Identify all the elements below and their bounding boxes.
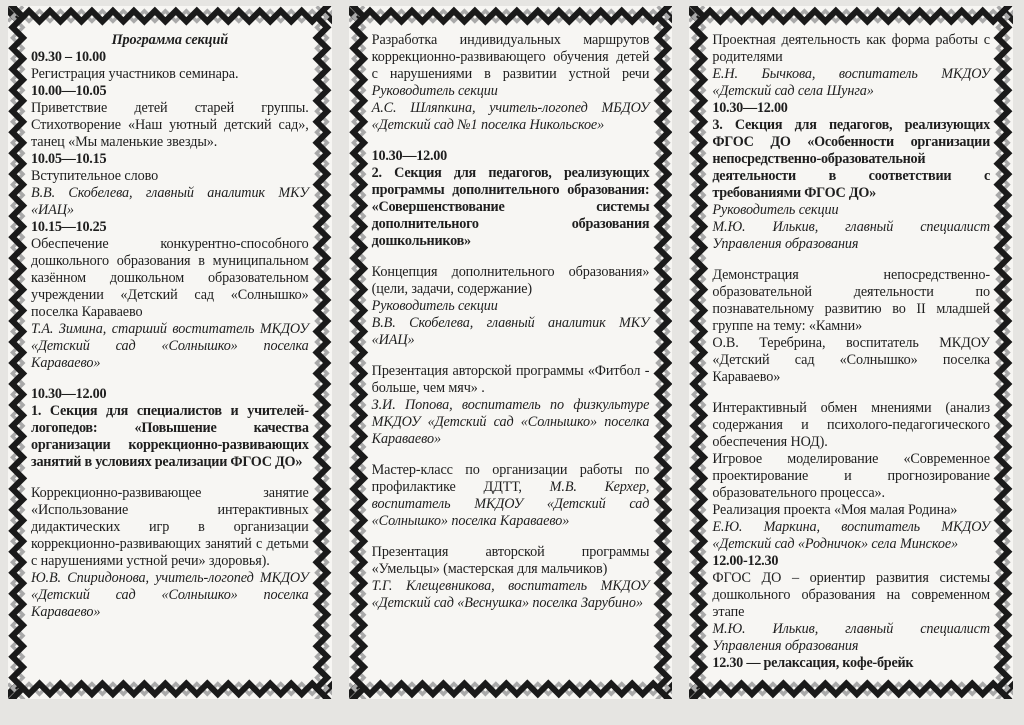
program-item bbox=[31, 485, 309, 570]
text-run: Руководитель секции bbox=[371, 83, 498, 99]
text-run: Вступительное слово bbox=[31, 168, 159, 184]
text-run: Проектная деятельность как форма работы с родителями bbox=[712, 32, 991, 65]
program-panel-1 bbox=[8, 6, 332, 699]
presenter-credit bbox=[372, 298, 650, 315]
program-column-2 bbox=[372, 32, 650, 612]
text-run: 3. Секция для педагогов, реализующих ФГОС ДО «Особенности организации непосредственно-образовательной деятельности в соответствии с требованиями ФГОС ДО» bbox=[712, 117, 991, 201]
program-item bbox=[372, 363, 650, 397]
time-slot bbox=[372, 165, 650, 250]
program-item bbox=[31, 168, 309, 185]
text-run: 09.30 – 10.00 bbox=[31, 49, 106, 65]
program-panel-2 bbox=[349, 6, 673, 699]
presenter-credit bbox=[712, 519, 990, 553]
time-slot bbox=[712, 100, 990, 117]
program-item bbox=[372, 462, 650, 530]
text-run: Интерактивный обмен мнениями (анализ содержания и психолого-педагогического обеспечения НОД). bbox=[712, 400, 991, 450]
text-run: Игровое моделирование «Современное проектирование и прогнозирование образовательного процесса». bbox=[712, 451, 991, 501]
text-run: Ю.В. Спиридонова, учитель-логопед МКДОУ «Детский сад «Солнышко» поселка Караваево» bbox=[31, 570, 309, 620]
program-item bbox=[712, 335, 990, 386]
program-item bbox=[712, 451, 990, 502]
program-column-3 bbox=[712, 32, 990, 672]
text-run: Руководитель секции bbox=[371, 298, 498, 314]
text-run: Руководитель секции bbox=[712, 202, 839, 218]
presenter-credit bbox=[712, 66, 990, 100]
text-run: З.И. Попова, воспитатель по физкультуре МКДОУ «Детский сад «Солнышко» поселка Караваево» bbox=[371, 397, 650, 447]
text-run: Презентация авторской программы «Фитбол - больше, чем мяч» . bbox=[371, 363, 650, 396]
program-item bbox=[31, 66, 309, 83]
page-title bbox=[31, 32, 309, 49]
presenter-credit bbox=[31, 321, 309, 372]
presenter-credit bbox=[372, 100, 650, 134]
text-run: Реализация проекта «Моя малая Родина» bbox=[712, 502, 958, 518]
program-item bbox=[31, 236, 309, 321]
text-run: 12.00-12.30 bbox=[712, 553, 779, 569]
presenter-credit bbox=[372, 315, 650, 349]
program-item bbox=[372, 544, 650, 578]
text-run: ФГОС ДО – ориентир развития системы дошкольного образования на современном этапе bbox=[712, 570, 991, 620]
time-slot bbox=[31, 151, 309, 168]
text-run: 10.05—10.15 bbox=[31, 151, 107, 167]
presenter-credit bbox=[372, 397, 650, 448]
text-run: Т.А. Зимина, старший воститатель МКДОУ «Детский сад «Солнышко» поселка Караваево» bbox=[31, 321, 309, 371]
text-run: В.В. Скобелева, главный аналитик МКУ «ИАЦ» bbox=[31, 185, 309, 218]
text-run: 1. Секция для специалистов и учителей-логопедов: «Повышение качества организации коррекционно-развивающих занятий в условиях реализации ФГОС ДО» bbox=[31, 403, 309, 470]
text-run: М.Ю. Илькив, главный специалист Управления образования bbox=[712, 219, 991, 252]
program-item bbox=[712, 267, 990, 335]
time-slot bbox=[31, 49, 309, 66]
text-run: В.В. Скобелева, главный аналитик МКУ «ИАЦ» bbox=[371, 315, 650, 348]
presenter-credit bbox=[372, 578, 650, 612]
presenter-credit bbox=[31, 570, 309, 621]
text-run: Приветствие детей старей группы. Стихотворение «Наш уютный детский сад», танец «Мы маленькие звезды». bbox=[31, 100, 309, 150]
presenter-credit bbox=[31, 185, 309, 219]
text-run: Концепция дополнительного образования» (цели, задачи, содержание) bbox=[371, 264, 650, 297]
text-run: М.Ю. Илькив, главный специалист Управления образования bbox=[712, 621, 991, 654]
program-item bbox=[712, 32, 990, 66]
text-run: М.В. Керхер, воспитатель МКДОУ «Детский сад «Солнышко» поселка Караваево» bbox=[371, 479, 650, 529]
program-item bbox=[31, 100, 309, 151]
time-slot bbox=[31, 403, 309, 471]
time-slot bbox=[31, 219, 309, 236]
text-run: Разработка индивидуальных маршрутов коррекционно-развивающего обучения детей с нарушениями в развитии устной речи bbox=[371, 32, 650, 82]
program-item bbox=[712, 570, 990, 621]
text-run: Презентация авторской программы «Умельцы» (мастерская для мальчиков) bbox=[371, 544, 650, 577]
text-run: Е.Н. Бычкова, воспитатель МКДОУ «Детский сад села Шунга» bbox=[712, 66, 991, 99]
text-run: 10.30—12.00 bbox=[371, 148, 447, 164]
time-slot bbox=[712, 117, 990, 202]
text-run: Программа секций bbox=[111, 32, 229, 48]
time-slot bbox=[372, 148, 650, 165]
text-run: 10.30—12.00 bbox=[712, 100, 788, 116]
text-run: Т.Г. Клещевникова, воспитатель МКДОУ «Детский сад «Веснушка» поселка Зарубино» bbox=[371, 578, 650, 611]
text-run: Е.Ю. Маркина, воспитатель МКДОУ «Детский сад «Родничок» села Минское» bbox=[712, 519, 991, 552]
program-item bbox=[372, 32, 650, 100]
program-item bbox=[712, 400, 990, 451]
text-run: Мастер-класс по организации работы по профилактике ДДТТ, bbox=[371, 462, 650, 495]
text-run: Обеспечение конкурентно-способного дошкольного образования в муниципальном казённом дошкольном образовательном учреждении «Детский сад «Солнышко» поселка Караваево bbox=[31, 236, 309, 320]
program-item bbox=[712, 502, 990, 519]
presenter-credit bbox=[712, 219, 990, 253]
text-run: 12.30 — релаксация, кофе-брейк bbox=[712, 655, 914, 671]
text-run: 10.00—10.05 bbox=[31, 83, 107, 99]
text-run: 10.15—10.25 bbox=[31, 219, 107, 235]
text-run: Демонстрация непосредственно-образовательной деятельности по познавательному развитию во II младшей группе на тему: «Камни» bbox=[712, 267, 991, 334]
time-slot bbox=[712, 655, 990, 672]
program-column-1 bbox=[31, 32, 309, 621]
text-run: О.В. Теребрина, воспитатель МКДОУ «Детский сад «Солнышко» поселка Караваево» bbox=[712, 335, 991, 385]
text-run: Регистрация участников семинара. bbox=[31, 66, 239, 82]
presenter-credit bbox=[712, 621, 990, 655]
time-slot bbox=[31, 83, 309, 100]
presenter-credit bbox=[712, 202, 990, 219]
time-slot bbox=[31, 386, 309, 403]
program-item bbox=[372, 264, 650, 298]
time-slot bbox=[712, 553, 990, 570]
text-run: 10.30—12.00 bbox=[31, 386, 107, 402]
program-panel-3 bbox=[689, 6, 1013, 699]
text-run: 2. Секция для педагогов, реализующих программы дополнительного образования: «Совершенствование системы дополнительного образования дошкольников» bbox=[371, 165, 650, 249]
text-run: А.С. Шляпкина, учитель-логопед МБДОУ «Детский сад №1 поселка Никольское» bbox=[371, 100, 650, 133]
text-run: Коррекционно-развивающее занятие «Использование интерактивных дидактических игр в организации коррекционно-развивающих занятий с детьми с нарушениями устной речи» здоровья). bbox=[31, 485, 309, 569]
